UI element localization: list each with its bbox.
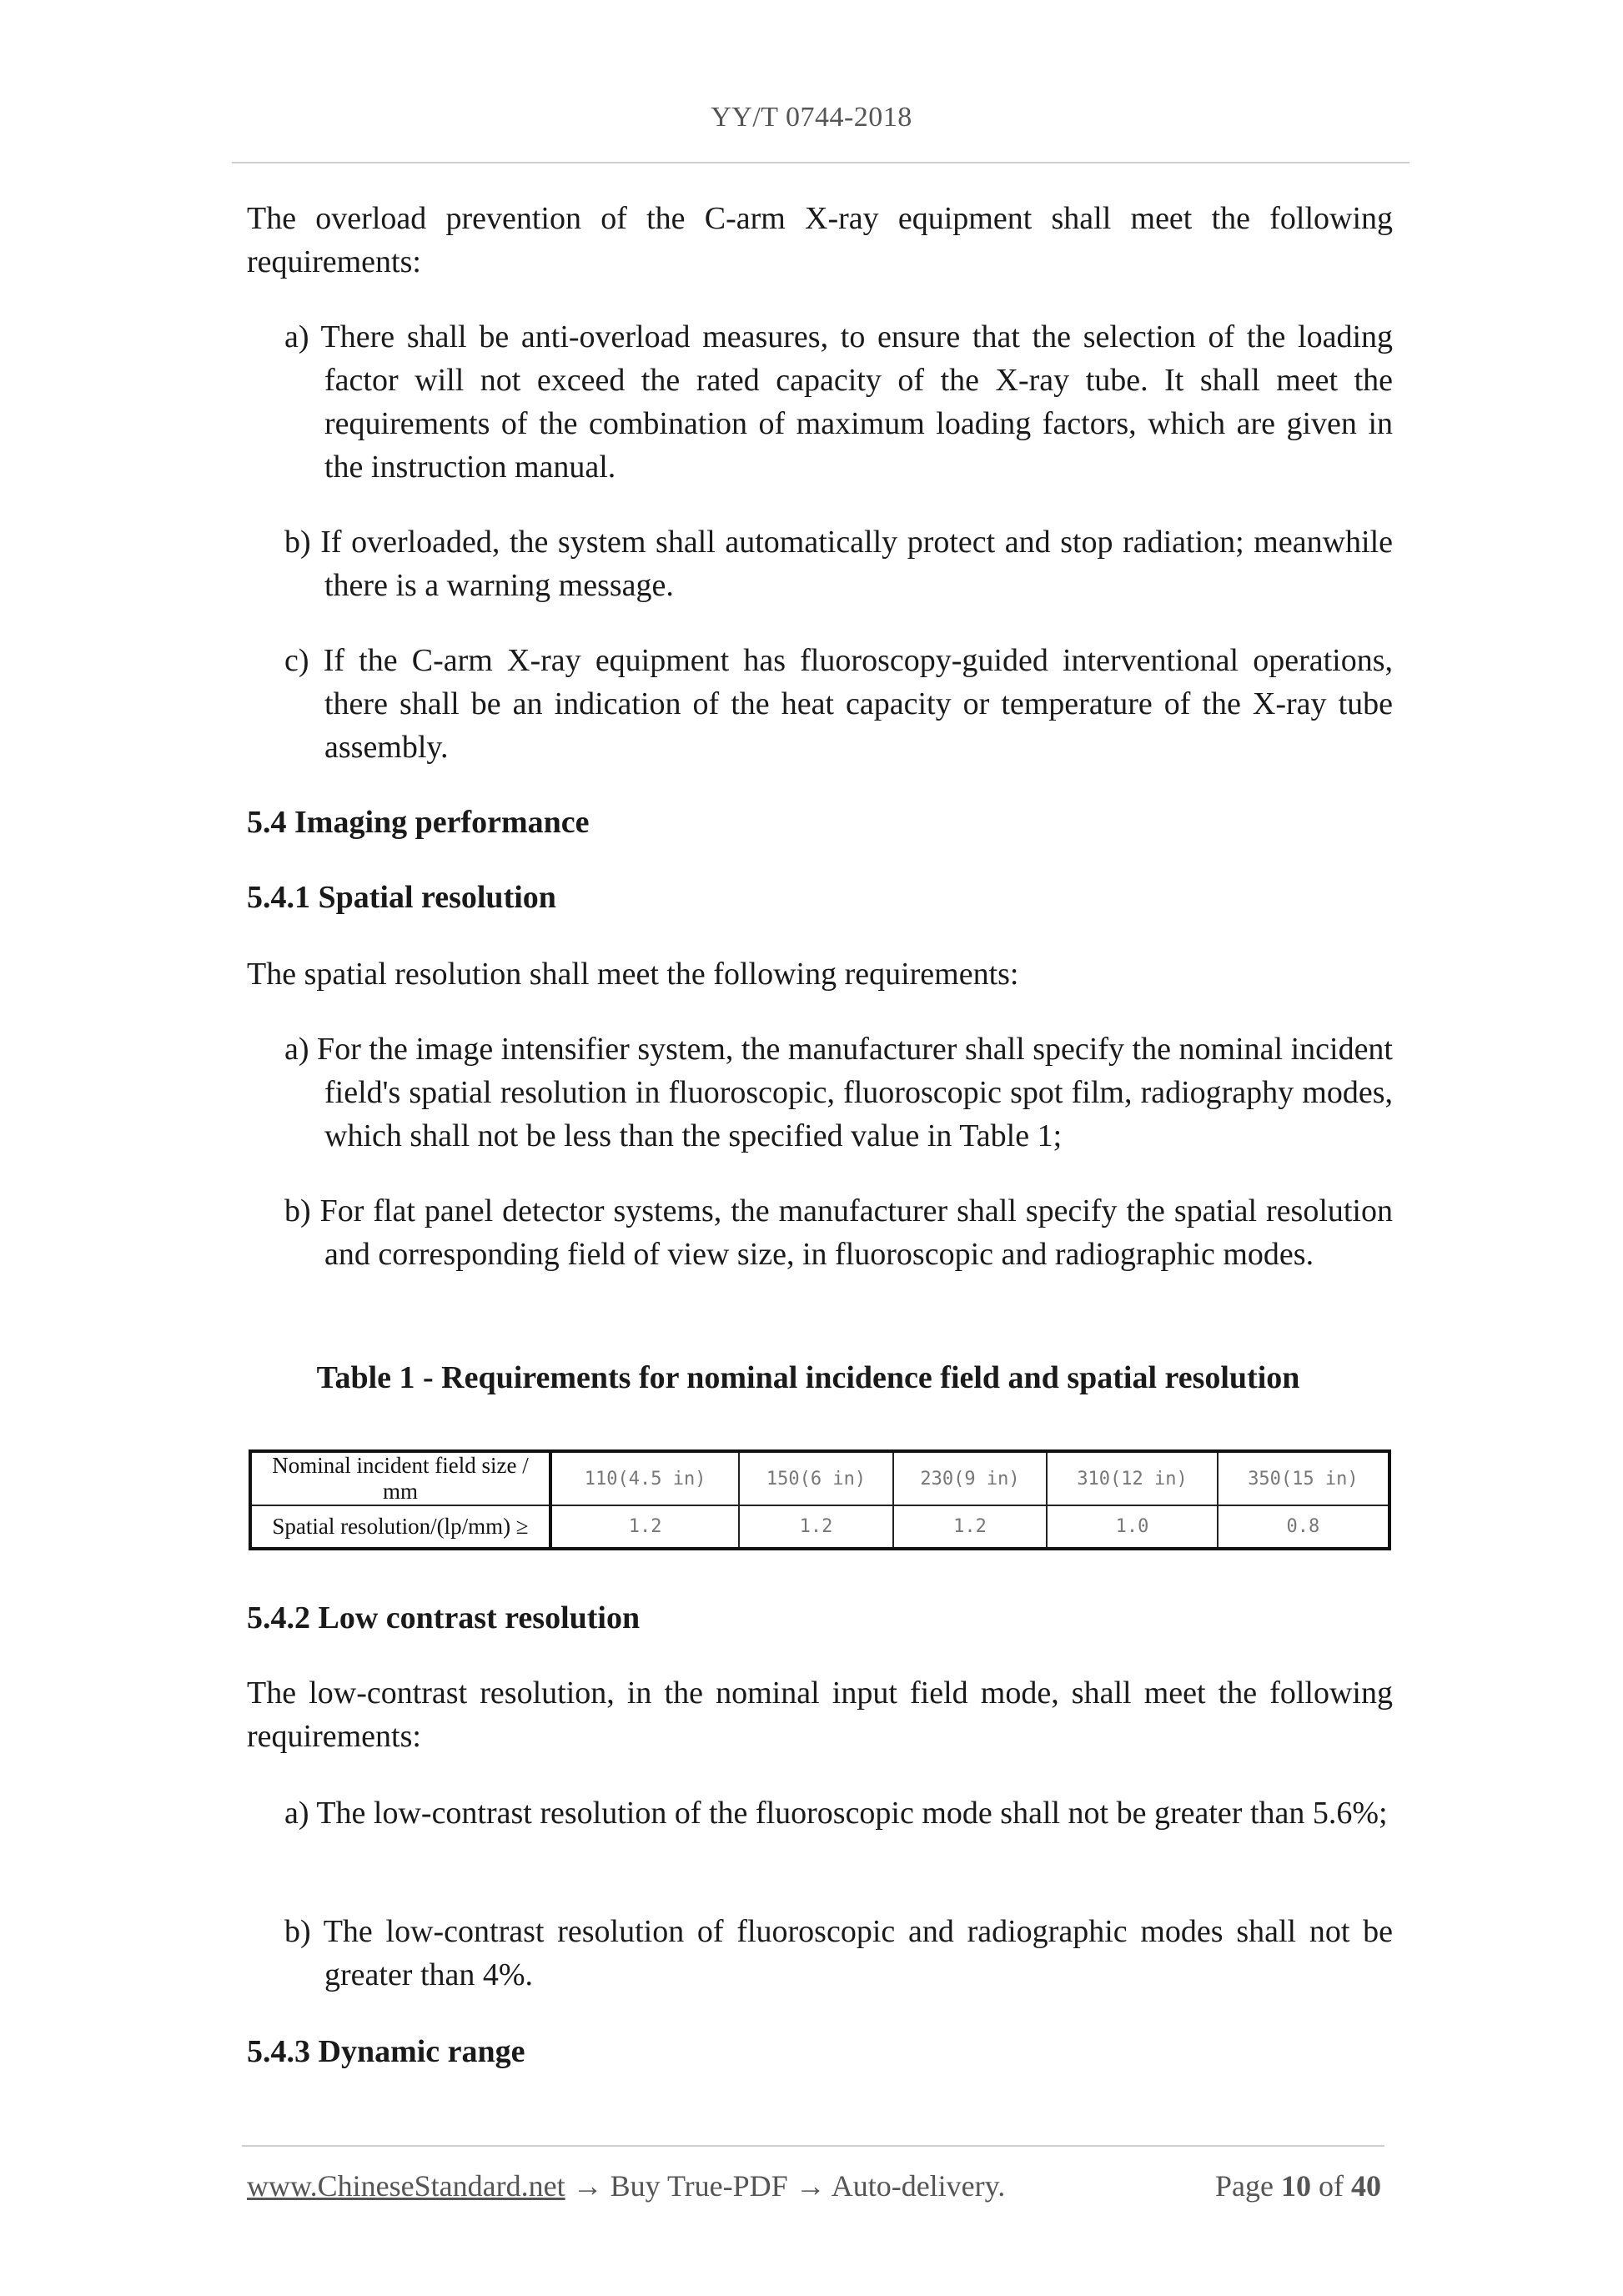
- section-heading-5-4-1: 5.4.1 Spatial resolution: [247, 880, 556, 915]
- cell-field-size: 110(4.5 in): [550, 1451, 739, 1505]
- overload-item-a: a) There shall be anti-overload measures, to ensure that the selection of the loading factor will not exceed the rated capacity of the X-ray tube. It shall meet the requirements of the combination of maximum loading factors, which are given in the instruction manual.: [284, 319, 1393, 485]
- table-1-caption: [0, 1356, 1623, 1399]
- row-header-field-size: Nominal incident field size / mm: [250, 1451, 550, 1505]
- row-header-spatial-resolution: Spatial resolution/(lp/mm) ≥: [250, 1505, 550, 1549]
- cell-resolution: 1.2: [893, 1505, 1047, 1549]
- section-heading-5-4-2: 5.4.2 Low contrast resolution: [247, 1600, 641, 1635]
- table-row-field-size: [250, 1451, 1389, 1505]
- current-page: 10: [1281, 2169, 1311, 2203]
- overload-intro-paragraph: The overload prevention of the C-arm X-ray equipment shall meet the following requirements:: [247, 201, 1393, 279]
- header-divider: [232, 162, 1409, 163]
- cell-field-size: 310(12 in): [1047, 1451, 1218, 1505]
- cell-resolution: 0.8: [1218, 1505, 1389, 1549]
- footer-site-link[interactable]: www.ChineseStandard.net: [247, 2169, 565, 2203]
- of-label: of: [1319, 2169, 1344, 2203]
- arrow-right-icon: →: [795, 2169, 826, 2203]
- lowcontrast-item-a: a) The low-contrast resolution of the fluoroscopic mode shall not be greater than 5.6%;: [284, 1796, 1388, 1831]
- arrow-right-icon: →: [572, 2169, 603, 2203]
- overload-item-c: c) If the C-arm X-ray equipment has fluoroscopy-guided interventional operations, there shall be an indication of the heat capacity or temperature of the X-ray tube assembly.: [284, 643, 1393, 765]
- spatial-intro-paragraph: The spatial resolution shall meet the following requirements:: [247, 957, 1019, 992]
- cell-field-size: 350(15 in): [1218, 1451, 1389, 1505]
- section-heading-5-4: 5.4 Imaging performance: [247, 805, 590, 840]
- spatial-item-a: a) For the image intensifier system, the manufacturer shall specify the nominal incident field's spatial resolution in fluoroscopic, fluoroscopic spot film, radiography modes, which shall not be less than the specified value in Table 1;: [284, 1032, 1393, 1153]
- page-number: [1215, 2168, 1381, 2203]
- cell-field-size: 230(9 in): [893, 1451, 1047, 1505]
- total-pages: 40: [1351, 2169, 1381, 2203]
- cell-resolution: 1.2: [550, 1505, 739, 1549]
- cell-field-size: 150(6 in): [739, 1451, 892, 1505]
- page-header-doc-code: YY/T 0744-2018: [711, 102, 912, 133]
- lowcontrast-intro-paragraph: The low-contrast resolution, in the nominal input field mode, shall meet the following requirements:: [247, 1676, 1393, 1754]
- spatial-item-b: b) For flat panel detector systems, the manufacturer shall specify the spatial resolution and corresponding field of view size, in fluoroscopic and radiographic modes.: [284, 1193, 1393, 1272]
- footer-divider: [242, 2145, 1384, 2147]
- section-heading-5-4-3: 5.4.3 Dynamic range: [247, 2034, 525, 2069]
- footer-buy-text: Buy True-PDF: [610, 2169, 788, 2203]
- table-1-caption-text: Table 1 - Requirements for nominal incidence field and spatial resolution: [316, 1360, 1300, 1395]
- footer-left: [247, 2168, 1005, 2203]
- footer-delivery-text: Auto-delivery.: [831, 2169, 1006, 2203]
- overload-item-b: b) If overloaded, the system shall automatically protect and stop radiation; meanwhile there is a warning message.: [284, 525, 1393, 603]
- cell-resolution: 1.2: [739, 1505, 892, 1549]
- table-1-spatial-resolution: [249, 1449, 1391, 1550]
- lowcontrast-item-b: b) The low-contrast resolution of fluoroscopic and radiographic modes shall not be greater than 4%.: [284, 1914, 1393, 1992]
- page-label: Page: [1215, 2169, 1274, 2203]
- table-row-spatial-resolution: [250, 1505, 1389, 1549]
- cell-resolution: 1.0: [1047, 1505, 1218, 1549]
